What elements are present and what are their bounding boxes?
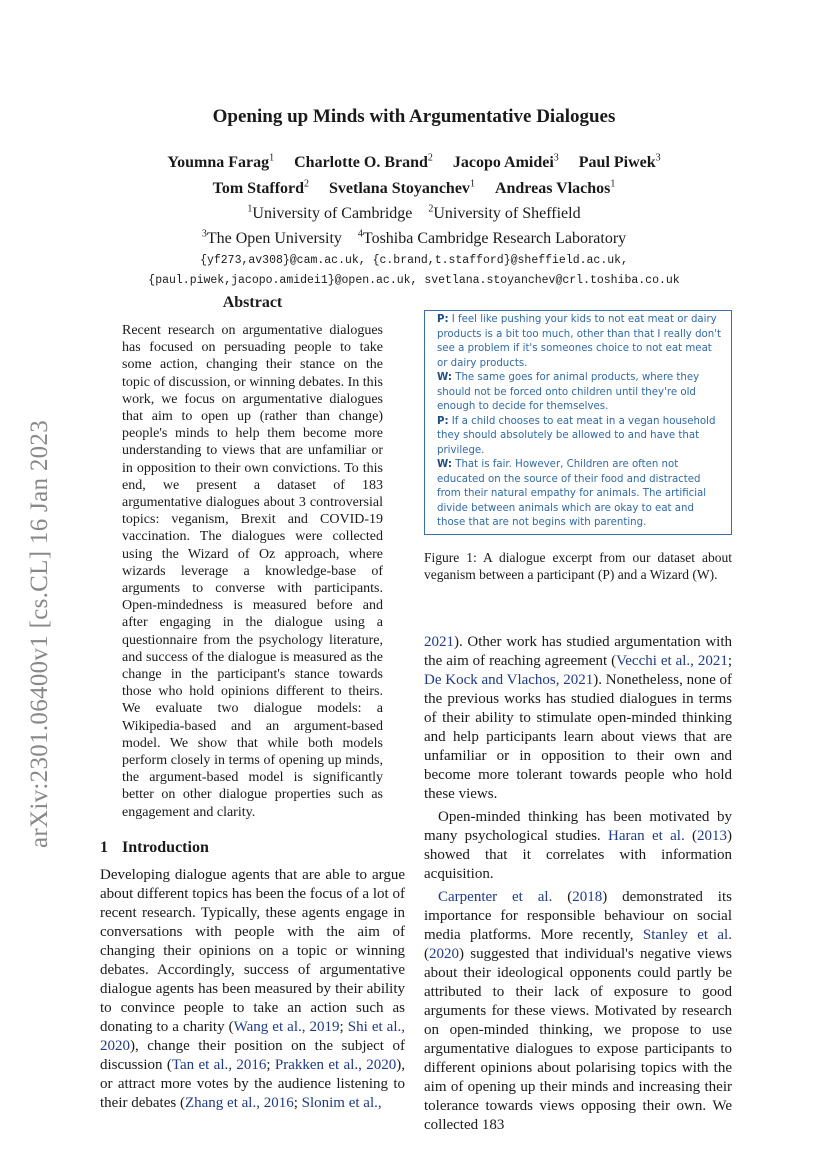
citation-link[interactable]: Haran et al. bbox=[608, 827, 685, 844]
utterance-text: The same goes for animal products, where they should not be forced onto children until they're old enough to decide for themselves. bbox=[437, 372, 700, 412]
author-name: Jacopo Amidei$^3$ bbox=[452, 153, 559, 172]
text-run: ( bbox=[684, 827, 698, 844]
citation-link[interactable]: Wang et al., 2019 bbox=[233, 1018, 340, 1035]
affiliations-line-2 bbox=[0, 224, 828, 249]
body-paragraph bbox=[424, 888, 732, 1135]
utterance-text: That is fair. However, Children are often not educated on the source of their food and distracted from their natural empathy for animals. The artificial divide between animals which are okay to eat and those that are not begins with parenting. bbox=[437, 459, 707, 528]
text-run: ; bbox=[727, 652, 733, 669]
citation-link[interactable]: Vecchi et al., 2021 bbox=[616, 652, 728, 669]
emails-line-1: {yf273,av308}@cam.ac.uk, {c.brand,t.stafford}@sheffield.ac.uk, bbox=[200, 254, 628, 268]
text-run: ; bbox=[339, 1018, 348, 1035]
citation-link[interactable]: Shi et al., 2020 bbox=[100, 1018, 406, 1054]
section-heading-introduction bbox=[100, 839, 405, 857]
right-column bbox=[424, 310, 732, 1135]
citation-link[interactable]: 2013 bbox=[697, 827, 728, 844]
dialogue-turn bbox=[437, 415, 725, 459]
citation-link[interactable]: Tan et al., 2016 bbox=[171, 1056, 267, 1073]
author-block bbox=[0, 148, 828, 291]
citation-link[interactable]: 2021 bbox=[424, 633, 454, 650]
arxiv-sidestamp: arXiv:2301.06400v1 [cs.CL] 16 Jan 2023 bbox=[26, 419, 53, 848]
abstract-text: Recent research on argumentative dialogues has focused on persuading people to take some action, changing their stance on the topic of discussion, or winning debates. In this work, we focus on argumentative dialogues that aim to open up (rather than change) people's minds to help them become more understanding to views that are unfamiliar or in opposition to their own convictions. To this end, we present a dataset of 183 argumentative dialogues about 3 controversial topics: veganism, Brexit and COVID-19 vaccination. The dialogues were collected using the Wizard of Oz approach, where wizards leverage a knowledge-base of arguments to converse with participants. Open-mindedness is measured before and after engaging in the dialogue using a questionnaire from the psychology literature, and success of the dialogue is measured as the change in the participant's stance towards those who hold opinions different to theirs. We evaluate two dialogue models: a Wikipedia-based and an argument-based model. We show that while both models perform closely in terms of opening up minds, the argument-based model is significantly better on other dialogue properties such as engagement and clarity. bbox=[122, 323, 383, 820]
author-name: Youmna Farag$^1$ bbox=[167, 153, 275, 172]
citation-link[interactable]: Zhang et al., 2016 bbox=[184, 1094, 294, 1111]
citation-link[interactable]: Prakken et al., 2020 bbox=[274, 1056, 397, 1073]
dialogue-turn bbox=[437, 458, 725, 531]
utterance-text: If a child chooses to eat meat in a vegan household they should absolutely be allowed to and have that privilege. bbox=[437, 415, 716, 456]
section-number: 1 bbox=[100, 838, 108, 856]
citation-link[interactable]: Carpenter et al. bbox=[438, 888, 553, 905]
citation-link[interactable]: De Kock and Vlachos, 2021 bbox=[424, 671, 594, 688]
affiliation-mark: 2 bbox=[428, 203, 434, 215]
author-affiliation-mark: 2 bbox=[427, 153, 433, 164]
text-run: Open-minded thinking has been motivated by many psychological studies. bbox=[424, 808, 732, 844]
abstract-heading: Abstract bbox=[222, 294, 283, 311]
dialogue-turn bbox=[437, 313, 725, 371]
text-run: ), change their position on the subject of discussion ( bbox=[100, 1037, 405, 1073]
affiliation-mark: 4 bbox=[357, 228, 363, 240]
affiliation: $^2$University of Sheffield bbox=[428, 203, 581, 222]
citation-link[interactable]: 2018 bbox=[572, 888, 603, 905]
author-name: Tom Stafford$^2$ bbox=[212, 178, 310, 197]
text-run: ; bbox=[293, 1094, 302, 1111]
citation-link[interactable]: Slonim et al., bbox=[301, 1094, 382, 1111]
affiliation-mark: 1 bbox=[247, 203, 253, 215]
utterance-text: I feel like pushing your kids to not eat meat or dairy products is a bit too much, other than that I really don't see a problem if it's someones choice to not eat meat or dairy products. bbox=[437, 314, 722, 369]
affiliation: $^4$Toshiba Cambridge Research Laboratory bbox=[357, 228, 627, 248]
authors-line-2 bbox=[0, 173, 828, 198]
author-affiliation-mark: 1 bbox=[610, 178, 616, 190]
paper-title: Opening up Minds with Argumentative Dialogues bbox=[212, 106, 616, 127]
speaker-label: P: bbox=[437, 314, 449, 325]
text-run: ( bbox=[424, 945, 429, 962]
text-run: Developing dialogue agents that are able to argue about different topics has been the focus of a lot of recent research. Typically, these agents engage in conversations with people with the aim of changing their opinions on a topic or winning debates. Accordingly, success of argumentative dialogue agents has been measured by their ability to convince people to take an action such as donating to a charity ( bbox=[100, 866, 405, 1035]
author-name: Svetlana Stoyanchev$^1$ bbox=[329, 178, 475, 197]
author-affiliation-mark: 1 bbox=[269, 153, 275, 164]
affiliation-mark: 3 bbox=[201, 228, 207, 240]
introduction-text bbox=[100, 866, 405, 1113]
text-run: ) suggested that individual's negative views about their ideological opponents could partly be attributed to their lack of exposure to good arguments for these views. Motivated by research on open-minded thinking, we propose to use argumentative dialogues to expose participants to different opinions about polarising topics with the aim of opening up their minds and increasing their tolerance towards views opposing their own. We collected 183 bbox=[424, 945, 732, 1133]
author-affiliation-mark: 3 bbox=[553, 153, 559, 164]
body-paragraph bbox=[424, 808, 732, 884]
emails bbox=[0, 251, 828, 291]
intro-paragraph bbox=[100, 866, 405, 1113]
affiliation: $^3$The Open University bbox=[201, 228, 342, 248]
author-affiliation-mark: 1 bbox=[469, 178, 475, 190]
citation-link[interactable]: 2020 bbox=[429, 945, 459, 962]
section-title: Introduction bbox=[122, 838, 209, 856]
affiliation: $^1$University of Cambridge bbox=[247, 203, 413, 222]
citation-link[interactable]: Stanley et al. bbox=[642, 926, 732, 943]
author-affiliation-mark: 3 bbox=[655, 153, 661, 164]
speaker-label: W: bbox=[437, 459, 452, 470]
right-column-text bbox=[424, 633, 732, 1135]
author-name: Charlotte O. Brand$^2$ bbox=[294, 153, 433, 172]
dialogue-turn bbox=[437, 371, 725, 415]
affiliations-line-1 bbox=[0, 199, 828, 224]
text-run: ) demonstrated its importance for responsible behaviour on social media platforms. More recently, bbox=[424, 888, 732, 943]
text-run: ), or attract more votes by the audience listening to their debates ( bbox=[100, 1056, 405, 1111]
text-run: ). Nonetheless, none of the previous works has studied dialogues in terms of their ability to stimulate open-minded thinking and help participants learn about views that are unfamiliar or in opposition to their own and become more tolerant towards people who hold these views. bbox=[424, 671, 732, 802]
authors-line-1 bbox=[0, 148, 828, 173]
speaker-label: W: bbox=[437, 372, 452, 383]
figure-caption: Figure 1: A dialogue excerpt from our dataset about veganism between a participant (P) and a Wizard (W). bbox=[424, 549, 732, 582]
text-run: ). Other work has studied argumentation with the aim of reaching agreement ( bbox=[424, 633, 732, 669]
author-name: Andreas Vlachos$^1$ bbox=[494, 178, 616, 197]
speaker-label: P: bbox=[437, 415, 449, 427]
left-column bbox=[100, 294, 405, 1113]
author-name: Paul Piwek$^3$ bbox=[578, 153, 661, 172]
text-run: ) showed that it correlates with information acquisition. bbox=[424, 827, 733, 882]
emails-line-2: {paul.piwek,jacopo.amidei1}@open.ac.uk, svetlana.stoyanchev@crl.toshiba.co.uk bbox=[148, 274, 680, 288]
text-run: ; bbox=[266, 1056, 275, 1073]
author-affiliation-mark: 2 bbox=[304, 178, 310, 190]
text-run: ( bbox=[552, 888, 573, 905]
dialogue-excerpt-figure bbox=[424, 310, 732, 535]
body-paragraph bbox=[424, 633, 732, 804]
